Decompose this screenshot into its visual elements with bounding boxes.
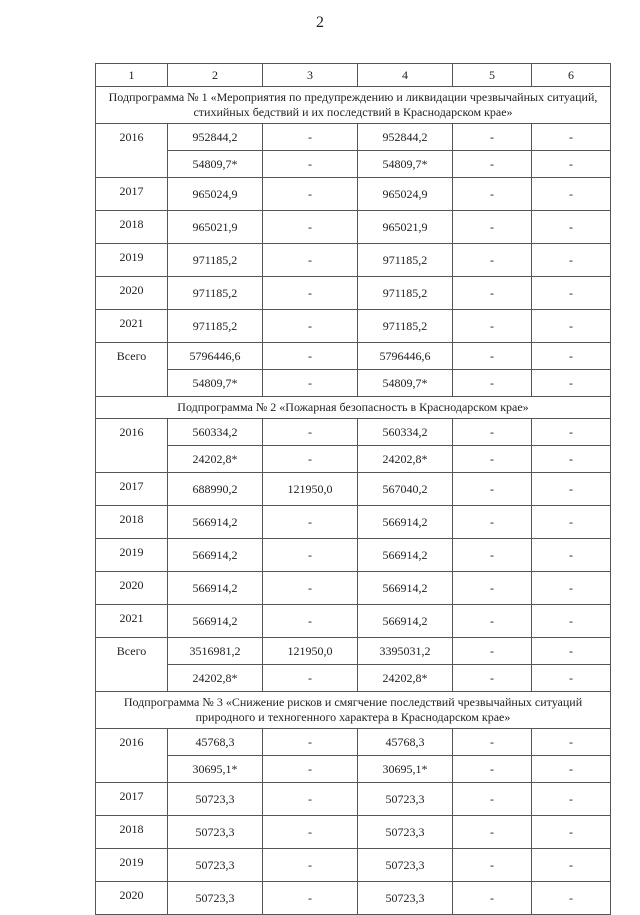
value-cell: -	[532, 572, 611, 605]
table-row	[96, 446, 611, 473]
row-label: 2016	[96, 124, 168, 178]
table-row	[96, 572, 611, 605]
value-cell: -	[453, 572, 532, 605]
table-row	[96, 882, 611, 915]
value-cell: 971185,2	[168, 244, 263, 277]
value-cell: -	[532, 816, 611, 849]
value-cell: 24202,8*	[168, 665, 263, 692]
value-cell: -	[453, 370, 532, 397]
value-cell: -	[532, 729, 611, 756]
funding-table	[95, 63, 611, 915]
value-cell: -	[263, 882, 358, 915]
row-label: 2017	[96, 783, 168, 816]
value-cell: -	[453, 849, 532, 882]
value-cell: -	[263, 310, 358, 343]
value-cell: 566914,2	[168, 605, 263, 638]
value-cell: -	[453, 882, 532, 915]
value-cell: 45768,3	[358, 729, 453, 756]
row-label: 2016	[96, 419, 168, 473]
page-number: 2	[316, 14, 324, 31]
value-cell: 50723,3	[358, 849, 453, 882]
value-cell: -	[532, 244, 611, 277]
table-row	[96, 539, 611, 572]
value-cell: 50723,3	[358, 882, 453, 915]
value-cell: 5796446,6	[358, 343, 453, 370]
value-cell: 24202,8*	[358, 665, 453, 692]
value-cell: 952844,2	[358, 124, 453, 151]
value-cell: -	[532, 849, 611, 882]
header-row	[96, 64, 611, 87]
value-cell: -	[532, 343, 611, 370]
value-cell: -	[263, 539, 358, 572]
value-cell: -	[532, 446, 611, 473]
value-cell: 971185,2	[358, 310, 453, 343]
row-label: Всего	[96, 343, 168, 397]
value-cell: 567040,2	[358, 473, 453, 506]
value-cell: -	[453, 506, 532, 539]
header-cell: 6	[532, 64, 611, 87]
header-cell: 5	[453, 64, 532, 87]
value-cell: 952844,2	[168, 124, 263, 151]
value-cell: 54809,7*	[358, 370, 453, 397]
value-cell: 121950,0	[263, 638, 358, 665]
value-cell: -	[263, 343, 358, 370]
value-cell: -	[532, 665, 611, 692]
value-cell: -	[453, 151, 532, 178]
value-cell: -	[263, 178, 358, 211]
value-cell: -	[263, 151, 358, 178]
value-cell: -	[453, 605, 532, 638]
value-cell: 566914,2	[168, 539, 263, 572]
value-cell: -	[453, 473, 532, 506]
value-cell: 965021,9	[168, 211, 263, 244]
value-cell: 5796446,6	[168, 343, 263, 370]
value-cell: -	[532, 178, 611, 211]
value-cell: -	[453, 343, 532, 370]
header-cell: 2	[168, 64, 263, 87]
value-cell: 3516981,2	[168, 638, 263, 665]
value-cell: 560334,2	[358, 419, 453, 446]
value-cell: -	[263, 729, 358, 756]
value-cell: -	[453, 756, 532, 783]
value-cell: -	[453, 816, 532, 849]
value-cell: -	[453, 729, 532, 756]
value-cell: 971185,2	[358, 244, 453, 277]
value-cell: -	[532, 211, 611, 244]
value-cell: -	[263, 665, 358, 692]
value-cell: -	[263, 756, 358, 783]
value-cell: 965021,9	[358, 211, 453, 244]
value-cell: -	[263, 211, 358, 244]
table-row	[96, 211, 611, 244]
value-cell: -	[532, 151, 611, 178]
row-label: 2019	[96, 539, 168, 572]
table-row	[96, 729, 611, 756]
table-row	[96, 310, 611, 343]
table-row	[96, 277, 611, 310]
row-label: 2020	[96, 572, 168, 605]
subprogram-title: Подпрограмма № 1 «Мероприятия по предупреждению и ликвидации чрезвычайных ситуаций, стихийных бедствий и их последствий в Краснодарском крае»	[96, 87, 611, 124]
value-cell: -	[453, 310, 532, 343]
value-cell: -	[453, 665, 532, 692]
value-cell: -	[453, 539, 532, 572]
value-cell: 121950,0	[263, 473, 358, 506]
value-cell: 50723,3	[168, 816, 263, 849]
value-cell: -	[263, 506, 358, 539]
value-cell: -	[532, 473, 611, 506]
value-cell: 566914,2	[168, 506, 263, 539]
table-row	[96, 343, 611, 370]
subprogram-title: Подпрограмма № 3 «Снижение рисков и смягчение последствий чрезвычайных ситуаций природного и техногенного характера в Краснодарском крае»	[96, 692, 611, 729]
value-cell: 50723,3	[358, 783, 453, 816]
value-cell: -	[532, 756, 611, 783]
value-cell: -	[532, 605, 611, 638]
table-row	[96, 816, 611, 849]
value-cell: -	[532, 638, 611, 665]
value-cell: -	[263, 446, 358, 473]
value-cell: 566914,2	[168, 572, 263, 605]
value-cell: -	[263, 783, 358, 816]
value-cell: -	[453, 446, 532, 473]
value-cell: 30695,1*	[168, 756, 263, 783]
value-cell: 24202,8*	[168, 446, 263, 473]
value-cell: 566914,2	[358, 605, 453, 638]
table-row	[96, 756, 611, 783]
value-cell: -	[263, 419, 358, 446]
value-cell: 971185,2	[168, 277, 263, 310]
table-row	[96, 178, 611, 211]
row-label: 2019	[96, 849, 168, 882]
value-cell: 566914,2	[358, 506, 453, 539]
value-cell: 45768,3	[168, 729, 263, 756]
table-row	[96, 473, 611, 506]
header-cell: 3	[263, 64, 358, 87]
value-cell: 50723,3	[168, 849, 263, 882]
row-label: 2020	[96, 277, 168, 310]
row-label: 2018	[96, 211, 168, 244]
row-label: 2018	[96, 816, 168, 849]
value-cell: 688990,2	[168, 473, 263, 506]
table-row	[96, 783, 611, 816]
value-cell: -	[532, 539, 611, 572]
row-label: 2017	[96, 473, 168, 506]
value-cell: -	[532, 783, 611, 816]
value-cell: 560334,2	[168, 419, 263, 446]
table-row	[96, 244, 611, 277]
value-cell: -	[532, 277, 611, 310]
value-cell: 566914,2	[358, 572, 453, 605]
value-cell: -	[453, 419, 532, 446]
row-label: 2018	[96, 506, 168, 539]
value-cell: -	[532, 882, 611, 915]
row-label: 2021	[96, 310, 168, 343]
value-cell: -	[263, 572, 358, 605]
value-cell: -	[263, 605, 358, 638]
value-cell: 965024,9	[358, 178, 453, 211]
value-cell: -	[453, 277, 532, 310]
table-row	[96, 151, 611, 178]
row-label: 2016	[96, 729, 168, 783]
row-label: 2020	[96, 882, 168, 915]
value-cell: -	[263, 124, 358, 151]
value-cell: -	[263, 370, 358, 397]
value-cell: 50723,3	[358, 816, 453, 849]
row-label: 2017	[96, 178, 168, 211]
header-cell: 4	[358, 64, 453, 87]
header-cell: 1	[96, 64, 168, 87]
subprogram-title-row	[96, 692, 611, 729]
value-cell: -	[453, 783, 532, 816]
table-row	[96, 605, 611, 638]
table-row	[96, 370, 611, 397]
value-cell: -	[532, 506, 611, 539]
value-cell: 971185,2	[358, 277, 453, 310]
value-cell: -	[453, 638, 532, 665]
table-row	[96, 638, 611, 665]
row-label: Всего	[96, 638, 168, 692]
value-cell: 50723,3	[168, 882, 263, 915]
value-cell: -	[263, 849, 358, 882]
table-row	[96, 849, 611, 882]
subprogram-title-row	[96, 397, 611, 419]
value-cell: -	[532, 370, 611, 397]
subprogram-title: Подпрограмма № 2 «Пожарная безопасность в Краснодарском крае»	[96, 397, 611, 419]
value-cell: -	[263, 244, 358, 277]
value-cell: -	[532, 419, 611, 446]
value-cell: 24202,8*	[358, 446, 453, 473]
row-label: 2019	[96, 244, 168, 277]
value-cell: 50723,3	[168, 783, 263, 816]
value-cell: 566914,2	[358, 539, 453, 572]
table-row	[96, 124, 611, 151]
value-cell: 3395031,2	[358, 638, 453, 665]
value-cell: -	[532, 124, 611, 151]
value-cell: -	[263, 277, 358, 310]
value-cell: -	[453, 211, 532, 244]
value-cell: 54809,7*	[168, 370, 263, 397]
table-row	[96, 419, 611, 446]
table-row	[96, 665, 611, 692]
value-cell: 54809,7*	[168, 151, 263, 178]
value-cell: 30695,1*	[358, 756, 453, 783]
value-cell: 965024,9	[168, 178, 263, 211]
row-label: 2021	[96, 605, 168, 638]
value-cell: -	[453, 178, 532, 211]
value-cell: -	[263, 816, 358, 849]
table-row	[96, 506, 611, 539]
value-cell: -	[453, 244, 532, 277]
value-cell: 971185,2	[168, 310, 263, 343]
subprogram-title-row	[96, 87, 611, 124]
value-cell: -	[532, 310, 611, 343]
value-cell: -	[453, 124, 532, 151]
value-cell: 54809,7*	[358, 151, 453, 178]
